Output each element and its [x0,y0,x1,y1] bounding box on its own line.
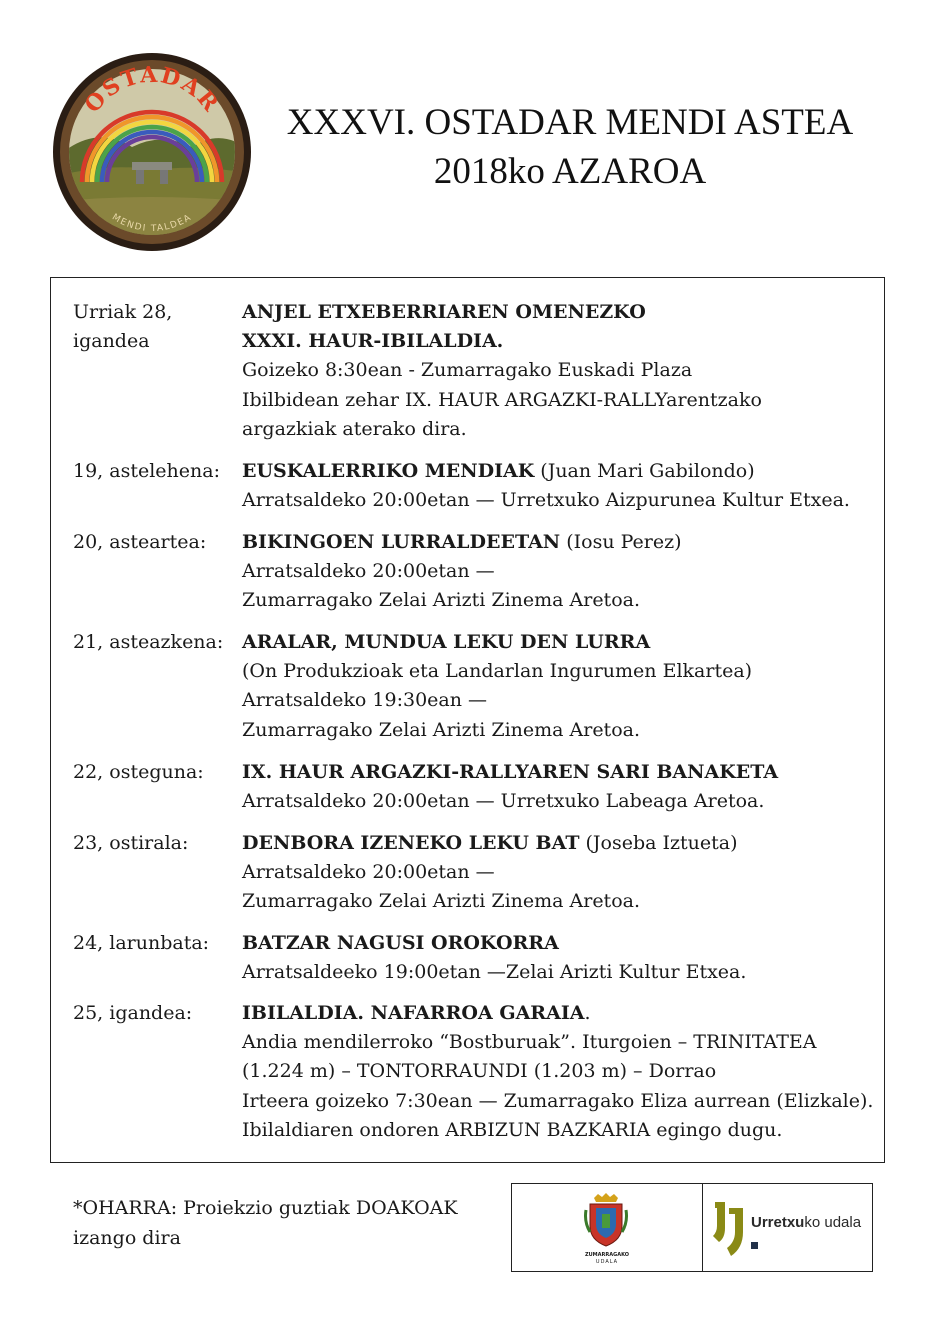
ostadar-logo [52,52,252,252]
event-body: IX. HAUR ARGAZKI-RALLYAREN SARI BANAKETA Arratsaldeko 20:00etan — Urretxuko Labeaga Aretoa. [242,758,872,816]
event-date: 23, ostirala: [73,832,189,854]
footnote: *OHARRA: Proiekzio guztiak DOAKOAK izango dira [73,1197,458,1249]
event-body: EUSKALERRIKO MENDIAK (Juan Mari Gabilondo) Arratsaldeko 20:00etan — Urretxuko Aizpurunea Kultur Etxea. [242,457,872,515]
urretxu-label: Urretxuko udala [751,1214,862,1231]
page-title [270,98,870,196]
event-date: 24, larunbata: [73,932,210,954]
schedule-box [50,277,885,1163]
zumarraga-coat-of-arms-icon [584,1192,628,1250]
event-title: BIKINGOEN LURRALDEETAN (Iosu Perez) [242,531,682,553]
zumarraga-sub-label: UDALA [595,1259,619,1265]
event-body: ARALAR, MUNDUA LEKU DEN LURRA (On Produkzioak eta Landarlan Ingurumen Elkartea) Arratsaldeko 19:30ean — Zumarragako Zelai Arizti Zinema Aretoa. [242,628,872,745]
logo-top-text: OSTADAR [79,61,225,118]
event-title: BATZAR NAGUSI OROKORRA [242,932,559,954]
urretxu-sponsor [703,1184,872,1271]
event-title: ANJEL ETXEBERRIAREN OMENEZKO [242,301,646,323]
event-title: ARALAR, MUNDUA LEKU DEN LURRA [242,631,651,653]
event-date: 19, astelehena: [73,460,220,482]
logo-bottom-text: MENDI TALDEA [110,212,194,235]
urretxu-square-icon [751,1242,758,1249]
event-body: ANJEL ETXEBERRIAREN OMENEZKO XXXI. HAUR-IBILALDIA. Goizeko 8:30ean - Zumarragako Euskadi Plaza Ibilbidean zehar IX. HAUR ARGAZKI-RALLYarentzako argazkiak aterako dira. [242,298,872,444]
event-body: BIKINGOEN LURRALDEETAN (Iosu Perez) Arratsaldeko 20:00etan — Zumarragako Zelai Arizti Zinema Aretoa. [242,528,872,616]
event-date: 25, igandea: [73,1002,193,1024]
sponsor-logos [511,1183,873,1272]
event-body: DENBORA IZENEKO LEKU BAT (Joseba Iztueta) Arratsaldeko 20:00etan — Zumarragako Zelai Arizti Zinema Aretoa. [242,829,872,917]
title-line-1: XXXVI. OSTADAR MENDI ASTEA [286,102,854,143]
event-title: DENBORA IZENEKO LEKU BAT (Joseba Iztueta) [242,832,738,854]
event-date: 21, asteazkena: [73,631,224,653]
event-title: IBILALDIA. NAFARROA GARAIA. [242,1002,591,1024]
event-date: 22, osteguna: [73,761,204,783]
event-title: EUSKALERRIKO MENDIAK (Juan Mari Gabilondo) [242,460,755,482]
event-date: 20, asteartea: [73,531,207,553]
urretxu-logo-mark-icon [709,1198,747,1258]
title-line-2: 2018ko AZAROA [433,151,707,192]
event-body: IBILALDIA. NAFARROA GARAIA. Andia mendilerroko “Bostburuak”. Iturgoien – TRINITATEA (1.224 m) – TONTORRAUNDI (1.203 m) – Dorrao Irteera goizeko 7:30ean — Zumarragako Eliza aurrean (Elizkale). Ibilaldiaren ondoren ARBIZUN BAZKARIA egingo dugu. [242,999,872,1145]
event-date: Urriak 28, igandea [73,301,173,353]
event-body: BATZAR NAGUSI OROKORRA Arratsaldeeko 19:00etan —Zelai Arizti Kultur Etxea. [242,929,872,987]
zumarraga-label: ZUMARRAGAKO [585,1252,629,1258]
event-title: XXXI. HAUR-IBILALDIA. [242,330,504,353]
event-title: IX. HAUR ARGAZKI-RALLYAREN SARI BANAKETA [242,761,779,783]
zumarraga-sponsor [512,1184,703,1271]
